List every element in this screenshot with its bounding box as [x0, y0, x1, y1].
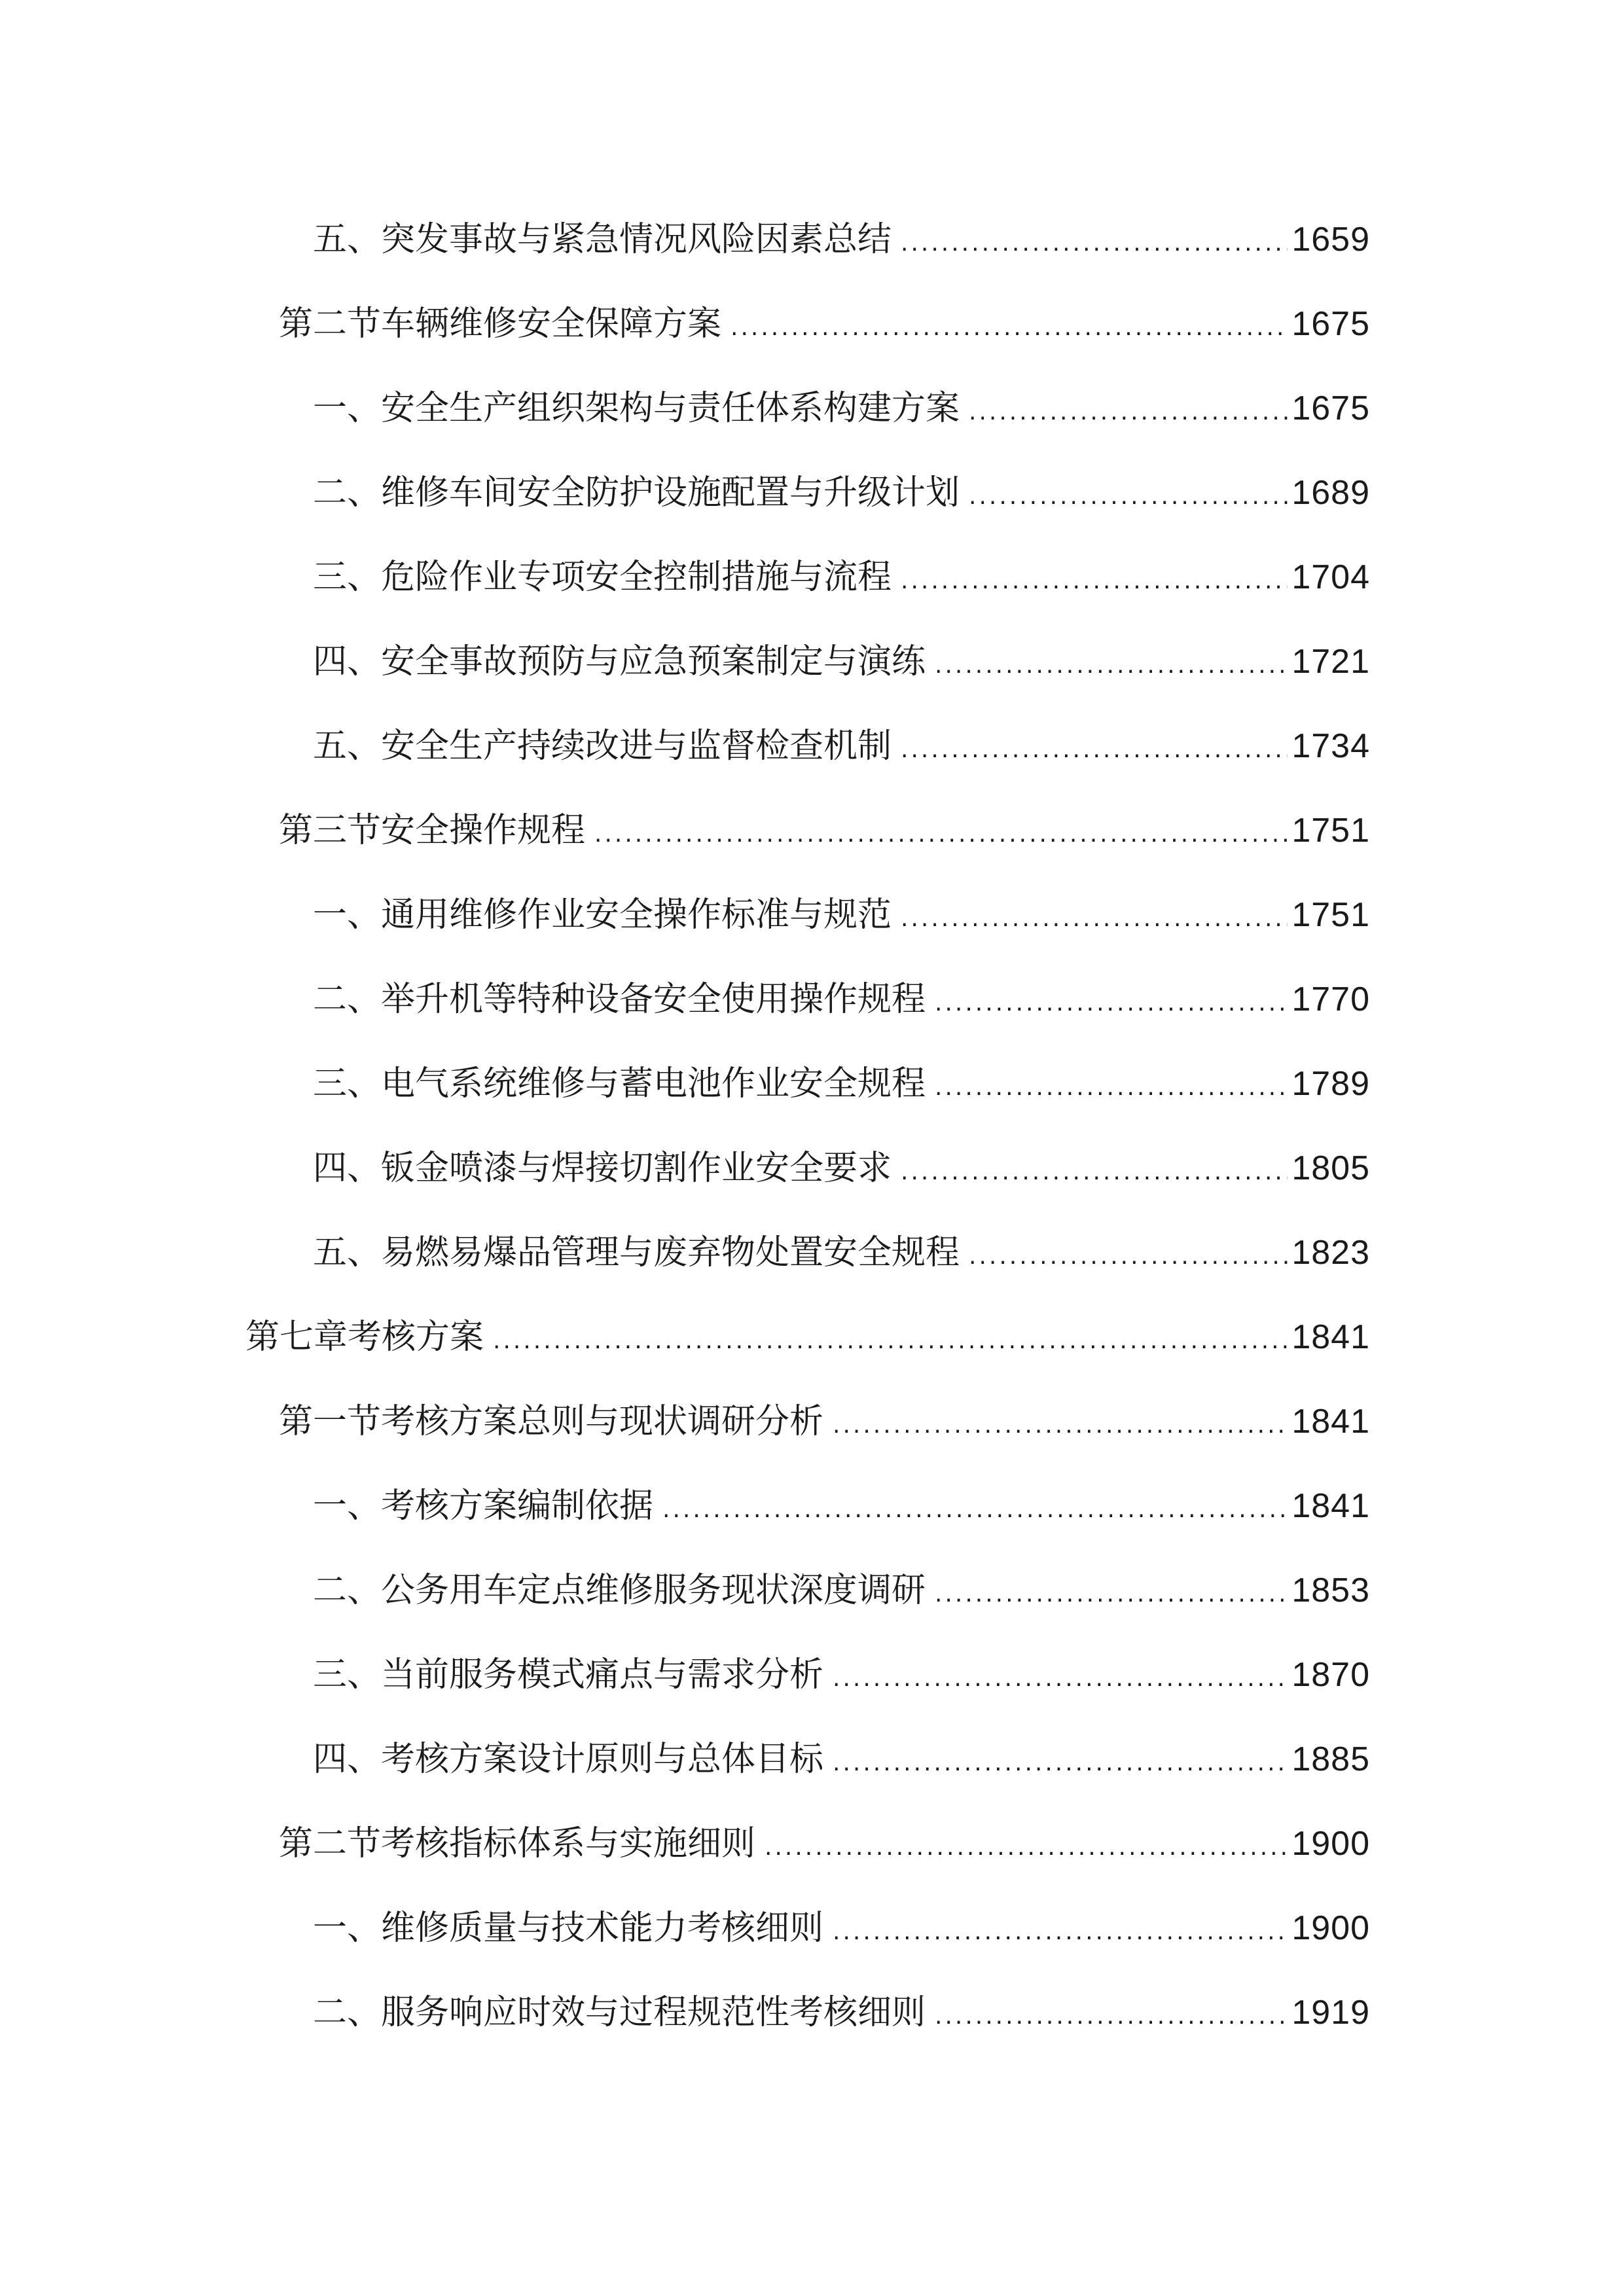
toc-entry[interactable] [313, 720, 1370, 772]
toc-dot-leader [935, 1062, 1288, 1114]
toc-entry-title: 四、考核方案设计原则与总体目标 [313, 1740, 824, 1779]
toc-entry[interactable] [313, 1564, 1370, 1617]
toc-dot-leader [731, 302, 1288, 354]
toc-page-number: 1721 [1291, 643, 1370, 681]
toc-entry-title: 一、安全生产组织架构与责任体系构建方案 [313, 389, 960, 428]
toc-entry-title: 第三节安全操作规程 [279, 811, 586, 850]
toc-page-number: 1823 [1291, 1234, 1370, 1272]
toc-dot-leader [493, 1315, 1288, 1367]
toc-page-number: 1841 [1291, 1487, 1370, 1525]
toc-page-number: 1659 [1291, 221, 1370, 259]
toc-entry-title: 三、危险作业专项安全控制措施与流程 [313, 558, 892, 597]
toc-entry[interactable] [313, 973, 1370, 1026]
toc-page-number: 1900 [1291, 1909, 1370, 1947]
toc-entry[interactable] [313, 213, 1370, 266]
toc-dot-leader [833, 1737, 1288, 1789]
toc-entry[interactable] [279, 298, 1370, 350]
toc-page-number: 1789 [1291, 1065, 1370, 1103]
toc-entry[interactable] [313, 467, 1370, 519]
toc-entry[interactable] [279, 1818, 1370, 1870]
toc-dot-leader [833, 1653, 1288, 1705]
toc-entry-title: 第二节车辆维修安全保障方案 [279, 304, 722, 344]
toc-dot-leader [901, 893, 1288, 945]
toc-dot-leader [833, 1906, 1288, 1958]
toc-dot-leader [594, 808, 1288, 861]
toc-page-number: 1675 [1291, 389, 1370, 427]
toc-dot-leader [935, 977, 1288, 1030]
toc-entry-title: 第一节考核方案总则与现状调研分析 [279, 1402, 824, 1441]
toc-entry[interactable] [313, 1902, 1370, 1954]
toc-entry-title: 五、易燃易爆品管理与废弃物处置安全规程 [313, 1233, 960, 1272]
toc-dot-leader [833, 1399, 1288, 1452]
toc-dot-leader [969, 471, 1288, 523]
toc-dot-leader [662, 1484, 1288, 1536]
toc-entry[interactable] [313, 1480, 1370, 1532]
toc-dot-leader [935, 1568, 1288, 1621]
toc-entry-title: 二、公务用车定点维修服务现状深度调研 [313, 1571, 926, 1610]
toc-dot-leader [901, 555, 1288, 607]
toc-entry[interactable] [313, 1733, 1370, 1785]
toc-page-number: 1870 [1291, 1656, 1370, 1694]
toc-entry-title: 四、安全事故预防与应急预案制定与演练 [313, 642, 926, 681]
toc-page-number: 1734 [1291, 727, 1370, 765]
toc-entry[interactable] [313, 889, 1370, 941]
toc-page-number: 1770 [1291, 980, 1370, 1018]
toc-entry-title: 四、钣金喷漆与焊接切割作业安全要求 [313, 1149, 892, 1188]
toc-entry[interactable] [313, 1227, 1370, 1279]
toc-page-number: 1751 [1291, 896, 1370, 934]
toc-entry-title: 一、通用维修作业安全操作标准与规范 [313, 895, 892, 935]
toc-page-number: 1885 [1291, 1740, 1370, 1778]
toc-entry-title: 一、考核方案编制依据 [313, 1486, 654, 1526]
toc-entry[interactable] [313, 636, 1370, 688]
toc-dot-leader [901, 724, 1288, 776]
toc-page-number: 1689 [1291, 474, 1370, 512]
toc-entry-title: 五、突发事故与紧急情况风险因素总结 [313, 220, 892, 259]
toc-entry[interactable] [313, 1986, 1370, 2039]
toc-dot-leader [969, 1230, 1288, 1283]
toc-entry-title: 三、电气系统维修与蓄电池作业安全规程 [313, 1064, 926, 1103]
toc-entry-title: 第七章考核方案 [245, 1318, 484, 1357]
toc-dot-leader [765, 1821, 1288, 1874]
toc-page-number: 1704 [1291, 558, 1370, 596]
toc-entry[interactable] [313, 1649, 1370, 1701]
toc-page-number: 1805 [1291, 1149, 1370, 1187]
toc-entry[interactable] [245, 1311, 1370, 1363]
toc-entry-title: 二、维修车间安全防护设施配置与升级计划 [313, 473, 960, 512]
toc-entry[interactable] [279, 1395, 1370, 1448]
toc-entry-title: 五、安全生产持续改进与监督检查机制 [313, 726, 892, 766]
toc-page-number: 1841 [1291, 1403, 1370, 1441]
toc-entry[interactable] [279, 804, 1370, 857]
toc-page-number: 1853 [1291, 1571, 1370, 1609]
toc-page-number: 1841 [1291, 1318, 1370, 1356]
toc-dot-leader [969, 386, 1288, 439]
toc-entry[interactable] [313, 1058, 1370, 1110]
toc-page-number: 1675 [1291, 305, 1370, 343]
toc-entry[interactable] [313, 1142, 1370, 1194]
toc-page-number: 1751 [1291, 812, 1370, 850]
toc-entry[interactable] [313, 382, 1370, 435]
toc-entry-title: 第二节考核指标体系与实施细则 [279, 1824, 756, 1863]
toc-entry-title: 三、当前服务模式痛点与需求分析 [313, 1655, 824, 1695]
toc-entry[interactable] [313, 551, 1370, 603]
toc-dot-leader [901, 217, 1288, 270]
toc-dot-leader [935, 639, 1288, 692]
toc-page-number: 1900 [1291, 1825, 1370, 1863]
toc-entry-title: 二、举升机等特种设备安全使用操作规程 [313, 980, 926, 1019]
toc-entry-title: 二、服务响应时效与过程规范性考核细则 [313, 1993, 926, 2032]
toc-dot-leader [901, 1146, 1288, 1198]
toc-entry-title: 一、维修质量与技术能力考核细则 [313, 1909, 824, 1948]
toc-page-number: 1919 [1291, 1994, 1370, 2032]
toc-dot-leader [935, 1990, 1288, 2043]
